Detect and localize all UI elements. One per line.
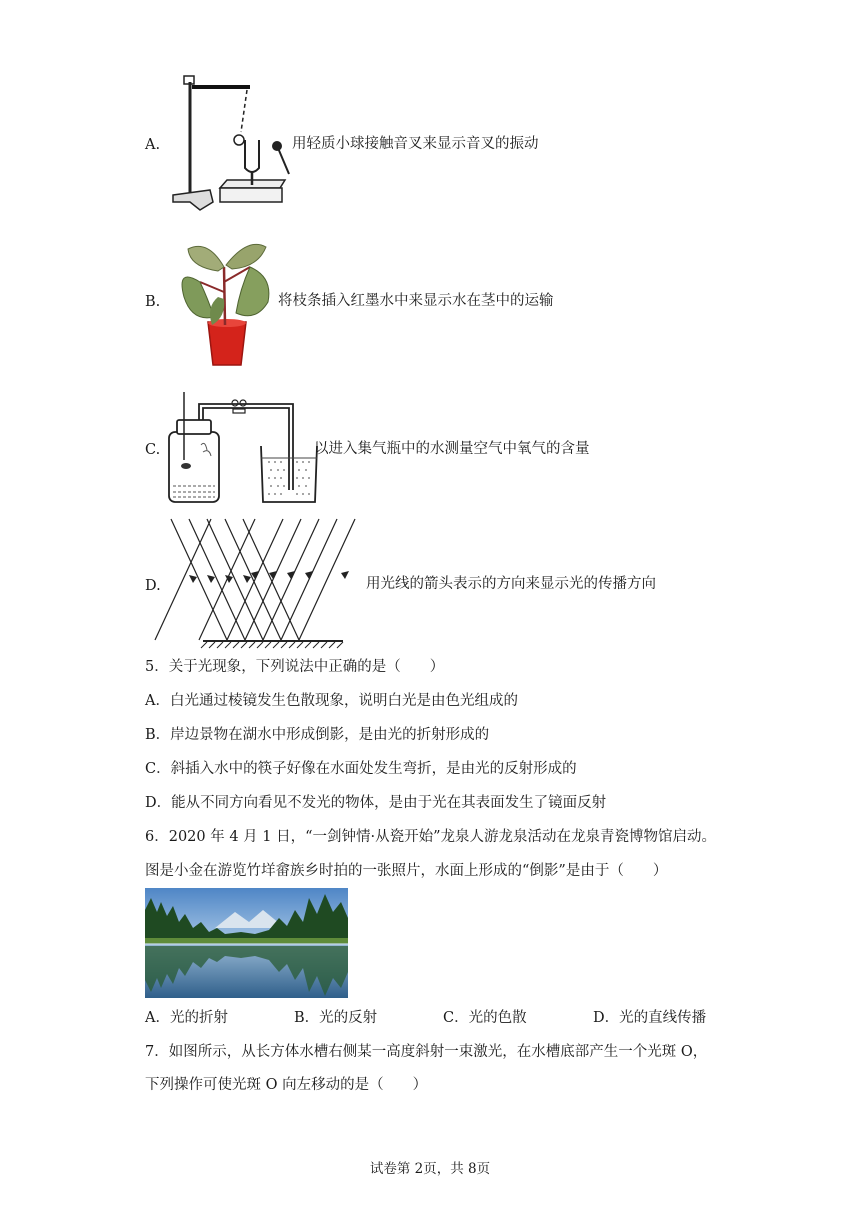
option-a-letter: A. [145, 137, 161, 153]
q6-option-c: C．光的色散 [443, 1010, 527, 1026]
option-c-caption: 以进入集气瓶中的水测量空气中氧气的含量 [314, 441, 590, 457]
option-c-letter: C. [145, 442, 161, 458]
q5-option-d: D．能从不同方向看见不发光的物体，是由于光在其表面发生了镜面反射 [145, 795, 607, 811]
option-b-caption: 将枝条插入红墨水中来显示水在茎中的运输 [278, 293, 554, 309]
q7-stem-line1: 7．如图所示，从长方体水槽右侧某一高度斜射一束激光，在水槽底部产生一个光斑 O， [145, 1044, 708, 1060]
page-footer: 试卷第 2页，共 8页 [369, 1161, 491, 1177]
lake-reflection-photo [145, 888, 348, 998]
option-a-caption: 用轻质小球接触音叉来显示音叉的振动 [292, 136, 539, 152]
q5-stem: 5．关于光现象，下列说法中正确的是（ ） [145, 659, 445, 675]
option-d-caption: 用光线的箭头表示的方向来显示光的传播方向 [366, 576, 656, 592]
option-b-letter: B. [145, 294, 161, 310]
option-d-letter: D. [145, 578, 161, 594]
q6-stem-line2: 图是小金在游览竹垟畲族乡时拍的一张照片，水面上形成的“倒影”是由于（ ） [145, 863, 668, 879]
oxygen-measurement-apparatus-icon [165, 390, 320, 505]
tuning-fork-apparatus-icon [165, 70, 295, 215]
q6-option-d: D．光的直线传播 [593, 1010, 707, 1026]
q6-stem-line1: 6．2020 年 4 月 1 日，“一剑钟情·从瓷开始”龙泉人游龙泉活动在龙泉青瓷博物馆启动。 [145, 829, 717, 845]
q5-option-a: A．白光通过棱镜发生色散现象，说明白光是由色光组成的 [145, 693, 518, 709]
light-rays-diagram-icon [165, 515, 365, 650]
q5-option-b: B．岸边景物在湖水中形成倒影，是由光的折射形成的 [145, 727, 490, 743]
q5-option-c: C．斜插入水中的筷子好像在水面处发生弯折，是由光的反射形成的 [145, 761, 577, 777]
q6-option-b: B．光的反射 [294, 1010, 378, 1026]
q6-option-a: A．光的折射 [145, 1010, 228, 1026]
q7-stem-line2: 下列操作可使光斑 O 向左移动的是（ ） [145, 1077, 428, 1093]
plant-in-red-ink-icon [178, 237, 273, 372]
